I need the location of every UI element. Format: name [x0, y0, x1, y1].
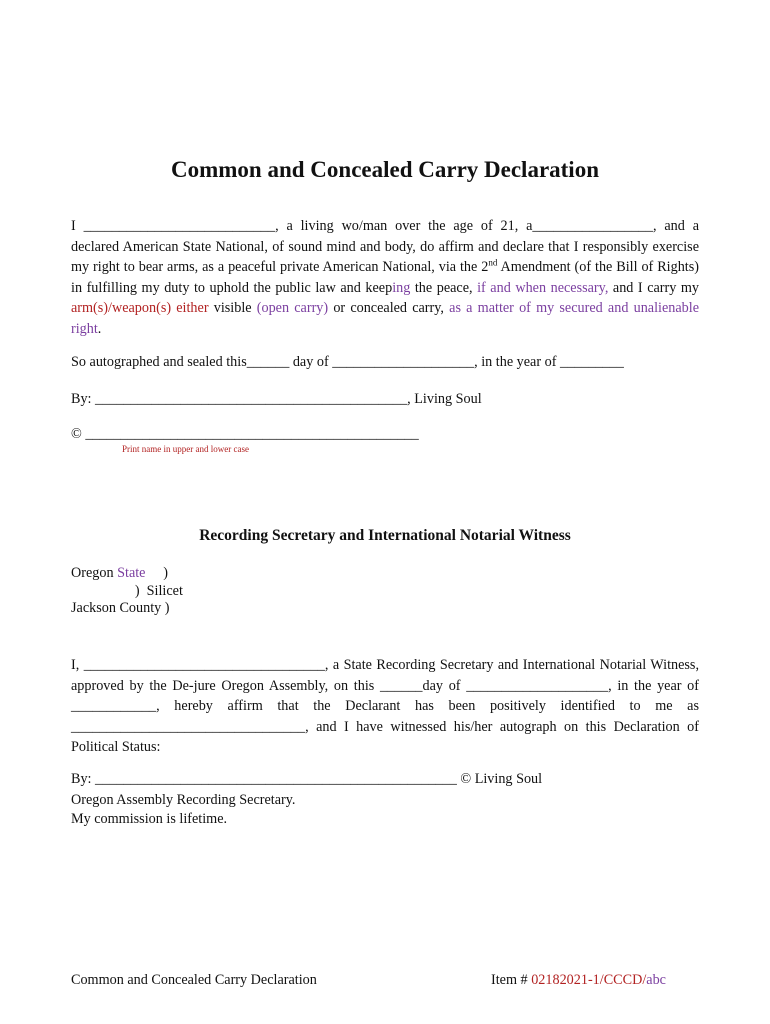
secretary-title: Oregon Assembly Recording Secretary.: [71, 792, 296, 808]
witness-paragraph: I, __________________________________, a State Recording Secretary and International Notarial Witness, approved by the De-jure Oregon Assembly, on this ______day of ____________________, in the year of ____________, hereby affirm that the Declarant has been positively identified to me as _________________________________, and I have witnessed his/her autograph on this Declaration of Political Status:: [71, 657, 699, 755]
venue-block: [71, 565, 183, 618]
item-prefix: Item #: [491, 972, 532, 988]
declaration-text: Amendment (of the Bill of Rights) in fulfilling my duty to uphold the public law and keep: [71, 259, 699, 296]
declaration-text: the peace,: [410, 279, 478, 296]
venue-line-2: ) Silicet: [71, 582, 183, 599]
declaration-text: or concealed carry,: [328, 300, 450, 316]
print-name-line: © _______________________________________________: [71, 426, 419, 442]
print-name-hint: Print name in upper and lower case: [122, 444, 249, 454]
item-suffix: abc: [646, 972, 666, 988]
venue-text: Oregon: [71, 565, 118, 581]
footer-title: Common and Concealed Carry Declaration: [71, 972, 317, 988]
venue-line-3: Jackson County ): [71, 600, 170, 616]
witness-signature-line: By: ___________________________________________________ © Living Soul: [71, 771, 543, 787]
commission-note: My commission is lifetime.: [71, 811, 228, 827]
declaration-paragraph: [71, 216, 699, 339]
document-title: Common and Concealed Carry Declaration: [170, 157, 599, 182]
highlighted-text: ing: [392, 279, 411, 296]
witness-subtitle: Recording Secretary and International Notarial Witness: [199, 527, 571, 544]
venue-line-1: [71, 565, 183, 583]
highlighted-text: as a matter of my secured and unalienable right: [71, 300, 699, 337]
highlighted-text: (open carry): [256, 300, 329, 316]
declaration-text: .: [97, 320, 102, 337]
venue-text: ): [145, 565, 168, 581]
ordinal-superscript: nd: [488, 257, 498, 268]
declarant-signature-line: By: ____________________________________________, Living Soul: [71, 391, 482, 407]
declaration-text: visible: [208, 300, 257, 316]
highlighted-text: arm(s)/weapon(s) either: [71, 300, 209, 316]
declaration-text: I ___________________________, a living wo/man over the age of 21, a_________________, and a declared American State National, of sound mind and body, do affirm and declare that I responsibly exercise my right to bear arms, as a peaceful private American National, via the 2: [71, 218, 699, 275]
item-number: 02182021-1/CCCD/: [531, 972, 647, 988]
highlighted-text: State: [117, 565, 146, 581]
declaration-text: and I carry my: [608, 279, 699, 296]
highlighted-text: if and when necessary,: [477, 279, 609, 296]
footer-item-number: [491, 972, 666, 989]
sealed-line: So autographed and sealed this______ day of ____________________, in the year of _________: [71, 354, 624, 370]
